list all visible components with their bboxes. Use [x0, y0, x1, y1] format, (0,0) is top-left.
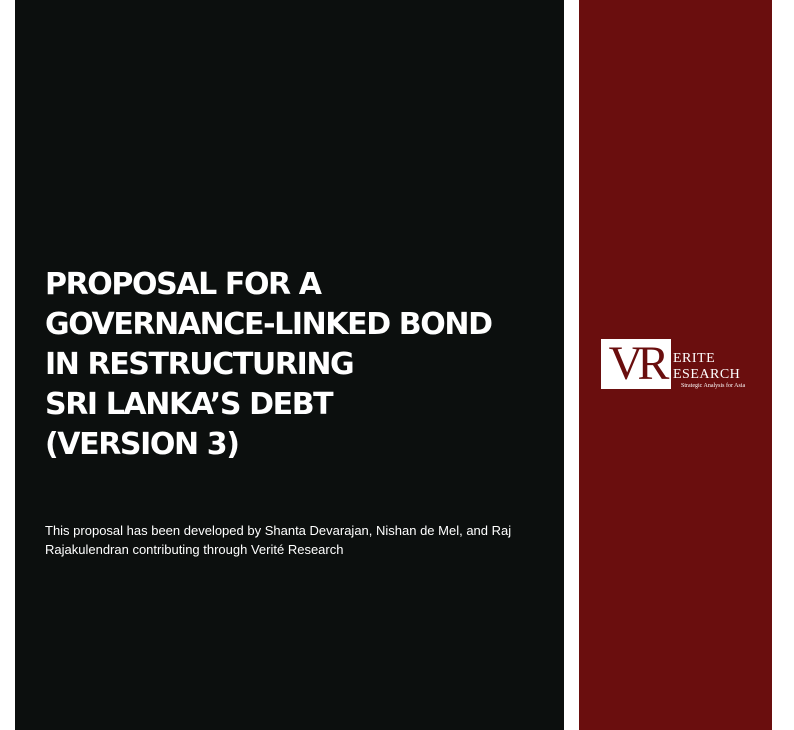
title-line: SRI LANKA’S DEBT	[45, 387, 333, 422]
title-line: PROPOSAL FOR A	[45, 267, 321, 302]
document-subtitle: This proposal has been developed by Shanta Devarajan, Nishan de Mel, and Raj Rajakulendran contributing through Verité Research	[45, 523, 512, 557]
logo-name-line2: ESEARCH	[673, 367, 741, 382]
title-line: IN RESTRUCTURING	[45, 347, 354, 382]
document-title	[45, 265, 545, 465]
logo-mark-letters: VR	[608, 337, 664, 390]
logo-tagline: Strategic Analysis for Asia	[681, 383, 746, 389]
title-line: GOVERNANCE-LINKED BOND	[45, 307, 492, 342]
title-line: (VERSION 3)	[45, 427, 239, 462]
logo-mark	[601, 339, 671, 389]
logo-name-line1: ERITE	[673, 351, 716, 366]
verite-research-logo	[601, 339, 761, 391]
